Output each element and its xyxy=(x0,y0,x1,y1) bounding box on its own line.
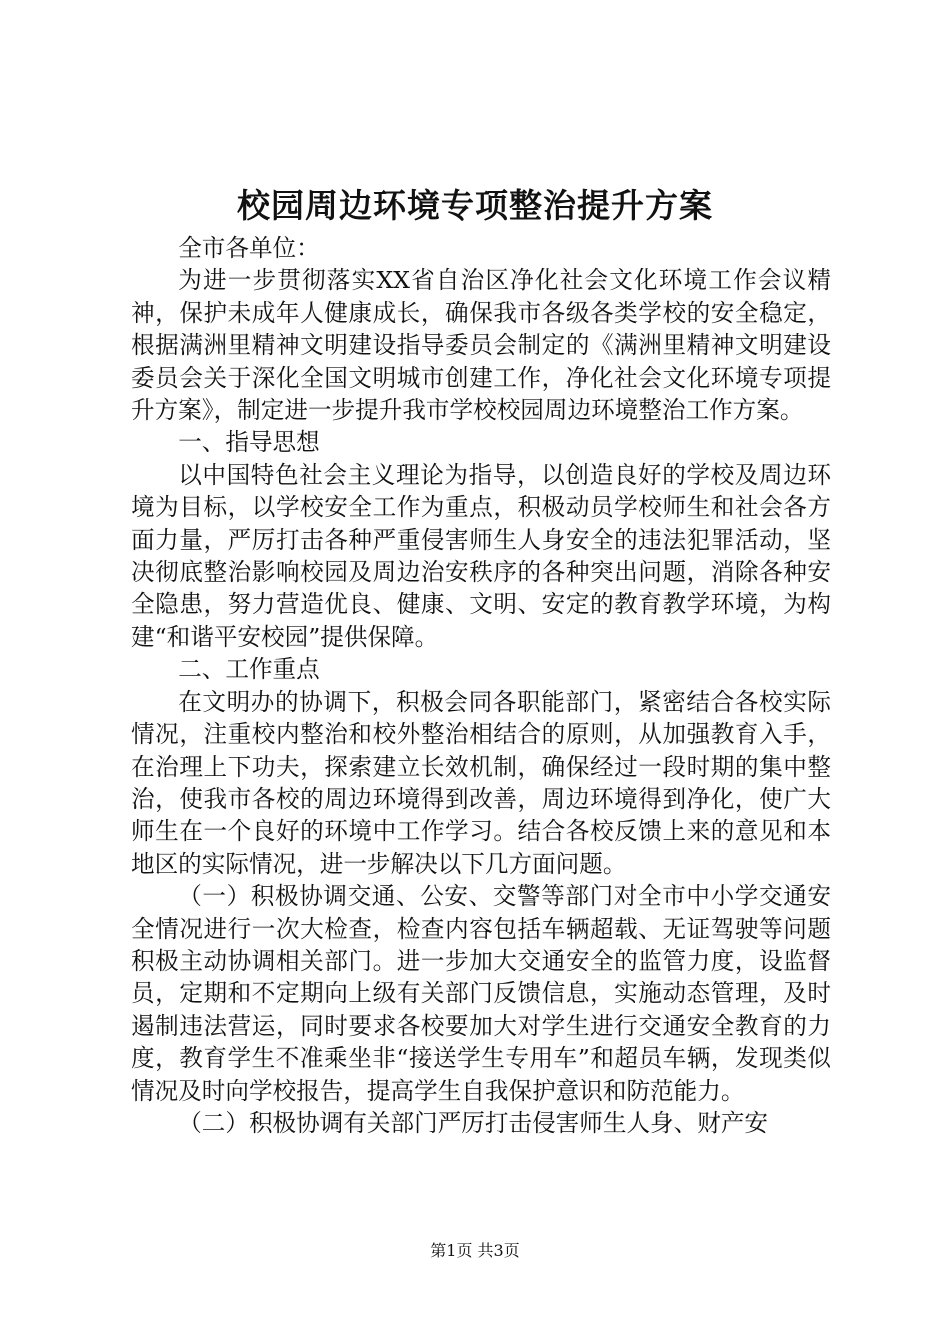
section-heading-work-focus: 二、工作重点 xyxy=(178,655,320,684)
document-body xyxy=(131,232,831,1139)
item-two-paragraph: （二）积极协调有关部门严厉打击侵害师生人身、财产安 xyxy=(178,1108,769,1137)
salutation: 全市各单位： xyxy=(178,234,320,262)
item-one-paragraph: （一）积极协调交通、公安、交警等部门对全市中小学交通安全情况进行一次大检查，检查内容包括车辆超载、无证驾驶等问题积极主动协调相关部门。进一步加大交通安全的监管力度，设监督员，定期和不定期向上级有关部门反馈信息，实施动态管理，及时遏制违法营运，同时要求各校要加大对学生进行交通安全教育的力度，教育学生不准乘坐非“接送学生专用车”和超员车辆，发现类似情况及时向学校报告，提高学生自我保护意识和防范能力。 xyxy=(131,882,831,1105)
document-title: 校园周边环境专项整治提升方案 xyxy=(237,186,713,225)
guiding-thought-paragraph: 以中国特色社会主义理论为指导，以创造良好的学校及周边环境为目标，以学校安全工作为重点，积极动员学校师生和社会各方面力量，严厉打击各种严重侵害师生人身安全的违法犯罪活动，坚决彻底整治影响校园及周边治安秩序的各种突出问题，消除各种安全隐患，努力营造优良、健康、文明、安定的教育教学环境，为构建“和谐平安校园”提供保障。 xyxy=(131,460,831,651)
page-footer: 第1页 共3页 xyxy=(430,1241,520,1260)
section-heading-guiding-thought: 一、指导思想 xyxy=(178,428,320,457)
intro-paragraph: 为进一步贯彻落实XX省自治区净化社会文化环境工作会议精神，保护未成年人健康成长，确保我市各级各类学校的安全稳定，根据满洲里精神文明建设指导委员会制定的《满洲里精神文明建设委员会关于深化全国文明城市创建工作，净化社会文化环境专项提升方案》，制定进一步提升我市学校校园周边环境整治工作方案。 xyxy=(131,266,831,425)
work-focus-paragraph: 在文明办的协调下，积极会同各职能部门，紧密结合各校实际情况，注重校内整治和校外整治相结合的原则，从加强教育入手，在治理上下功夫，探索建立长效机制，确保经过一段时期的集中整治，使我市各校的周边环境得到改善，周边环境得到净化，使广大师生在一个良好的环境中工作学习。结合各校反馈上来的意见和本地区的实际情况，进一步解决以下几方面问题。 xyxy=(131,687,831,878)
